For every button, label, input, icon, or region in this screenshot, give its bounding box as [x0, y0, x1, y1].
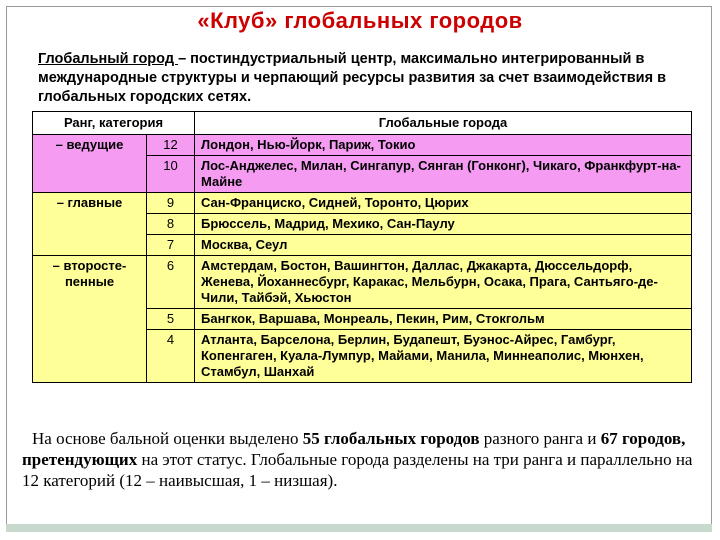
- bottom-strip: [6, 524, 712, 532]
- category-leading: – ведущие: [33, 135, 147, 193]
- rank-cell: 7: [147, 235, 195, 256]
- cities-cell: Амстердам, Бостон, Вашингтон, Даллас, Джакарта, Дюссельдорф, Женева, Йоханнесбург, Каракас, Мельбурн, Осака, Прага, Сантьяго-де-Чили, Тайбэй, Хьюстон: [195, 256, 692, 309]
- cities-cell: Брюссель, Мадрид, Мехико, Сан-Паулу: [195, 214, 692, 235]
- cities-cell: Москва, Сеул: [195, 235, 692, 256]
- summary-text: На основе бальной оценки выделено: [32, 429, 303, 448]
- rank-cell: 6: [147, 256, 195, 309]
- rank-cell: 4: [147, 330, 195, 383]
- rank-cell: 12: [147, 135, 195, 156]
- cities-cell: Лондон, Нью-Йорк, Париж, Токио: [195, 135, 692, 156]
- table-header-row: [33, 112, 692, 135]
- cities-table: [32, 111, 692, 383]
- definition: [38, 50, 678, 107]
- rank-cell: 9: [147, 193, 195, 214]
- slide-title: «Клуб» глобальных городов: [197, 8, 523, 33]
- cities-cell: Сан-Франциско, Сидней, Торонто, Цюрих: [195, 193, 692, 214]
- rank-cell: 8: [147, 214, 195, 235]
- cities-cell: Лос-Анджелес, Милан, Сингапур, Сянган (Гонконг), Чикаго, Франкфурт-на-Майне: [195, 156, 692, 193]
- summary-bold: 55 глобальных городов: [302, 429, 480, 448]
- table-row: [33, 256, 692, 309]
- category-secondary: – второсте-пенные: [33, 256, 147, 383]
- cities-cell: Бангкок, Варшава, Монреаль, Пекин, Рим, Стокгольм: [195, 309, 692, 330]
- summary-bold: 67 городов, претендующих: [22, 429, 686, 469]
- summary-text: разного ранга и: [479, 429, 601, 448]
- rank-cell: 5: [147, 309, 195, 330]
- header-global-cities: Глобальные города: [195, 112, 692, 135]
- definition-term: Глобальный город: [38, 51, 179, 67]
- table-row: [33, 135, 692, 156]
- definition-text: – постиндустриальный центр, максимально интегрированный в международные структуры и черпающий ресурсы развития за счет взаимодействия в глобальных городских сетях.: [38, 51, 666, 105]
- summary-text: на этот статус. Глобальные города разделены на три ранга и параллельно на 12 категорий (12 – наивысшая, 1 – низшая).: [22, 450, 693, 490]
- table-row: [33, 193, 692, 214]
- category-main: – главные: [33, 193, 147, 256]
- header-rank-category: Ранг, категория: [33, 112, 195, 135]
- cities-cell: Атланта, Барселона, Берлин, Будапешт, Буэнос-Айрес, Гамбург, Копенгаген, Куала-Лумпур, Майами, Манила, Миннеаполис, Мюнхен, Стамбул, Шанхай: [195, 330, 692, 383]
- rank-cell: 10: [147, 156, 195, 193]
- summary-paragraph: [22, 428, 712, 491]
